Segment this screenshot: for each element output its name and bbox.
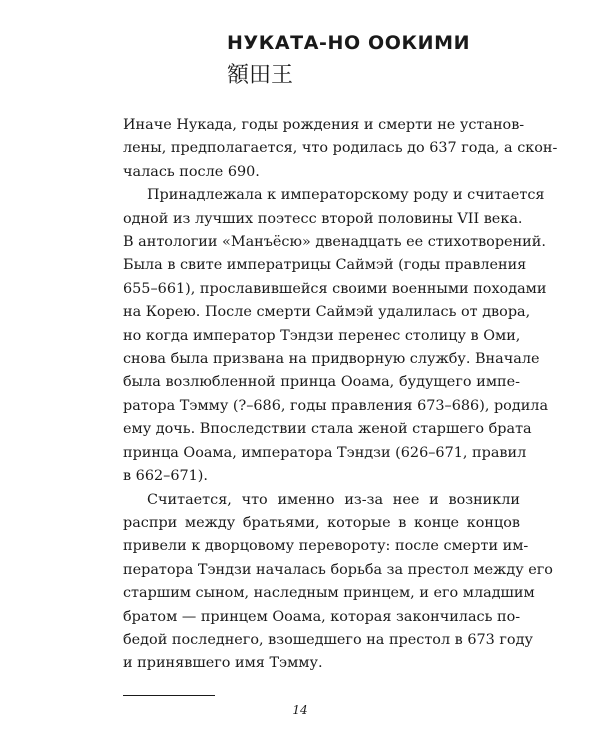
text-line: снова была призвана на придворную службу. Вначале — [123, 351, 540, 368]
text-line: распри между братьями, которые в конце концов — [123, 514, 520, 531]
text-line: одной из лучших поэтесс второй половины VII века. — [123, 210, 523, 227]
text-line: чалась после 690. — [123, 163, 260, 180]
text-line: Была в свите императрицы Саймэй (годы правления — [123, 257, 527, 274]
chapter-title: НУКАТА-НО ООКИМИ — [227, 32, 471, 54]
text-line: бедой последнего, взошедшего на престол в 673 году — [123, 631, 533, 648]
text-line: старшим сыном, наследным принцем, и его младшим — [123, 585, 535, 602]
text-line: братом — принцем Ооама, которая закончилась по- — [123, 608, 521, 625]
text-line: лены, предполагается, что родилась до 637 года, а скон- — [123, 140, 558, 157]
text-line: принца Ооама, императора Тэндзи (626–671, правил — [123, 444, 527, 461]
text-line: в 662–671). — [123, 468, 208, 485]
footer-rule — [123, 695, 215, 696]
text-line: В антологии «Манъёсю» двенадцать ее стихотворений. — [123, 234, 546, 251]
paragraph-3 — [123, 489, 553, 676]
paragraph-2 — [123, 184, 549, 488]
text-line: но когда император Тэндзи перенес столицу в Оми, — [123, 327, 521, 344]
text-line: Иначе Нукада, годы рождения и смерти не установ- — [123, 117, 525, 133]
text-line: была возлюбленной принца Ооама, будущего импе- — [123, 374, 520, 391]
text-line: ему дочь. Впоследствии стала женой старшего брата — [123, 421, 532, 438]
text-line: 655–661), прославившейся своими военными походами — [123, 280, 547, 297]
text-line: Принадлежала к императорскому роду и считается — [147, 187, 545, 204]
chapter-title-kanji: 額田王 — [227, 63, 294, 88]
text-line: на Корею. После смерти Саймэй удалилась от двора, — [123, 304, 531, 321]
paragraph-1 — [123, 114, 558, 184]
text-line: ратора Тэмму (?–686, годы правления 673–686), родила — [123, 397, 549, 414]
body-text — [123, 114, 558, 676]
text-line: ператора Тэндзи началась борьба за престол между его — [123, 561, 553, 578]
page-number: 14 — [292, 703, 308, 717]
text-line: привели к дворцовому перевороту: после смерти им- — [123, 538, 529, 555]
text-line: и принявшего имя Тэмму. — [123, 655, 323, 672]
text-line: Считается, что именно из-за нее и возникли — [147, 491, 520, 508]
